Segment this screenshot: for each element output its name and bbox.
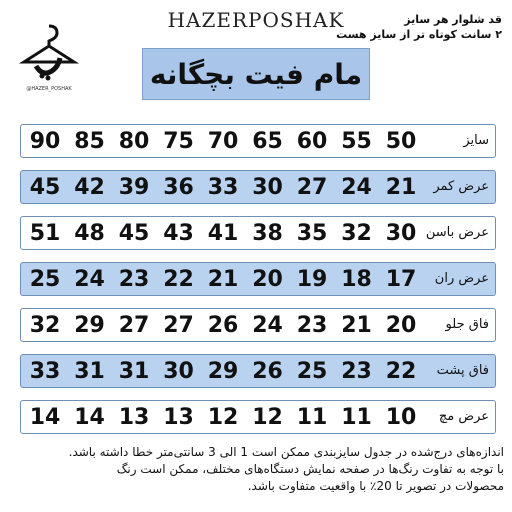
cell-value: 19 [296, 266, 328, 292]
cell-value: 31 [118, 358, 150, 384]
cell-value: 39 [118, 174, 150, 200]
cell-value: 85 [74, 128, 105, 154]
cell-value: 26 [252, 358, 283, 384]
cell-value: 33 [207, 174, 239, 200]
cell-value: 65 [252, 128, 283, 154]
cell-value: 29 [74, 312, 105, 338]
cell-value: 27 [163, 312, 194, 338]
table-row [20, 262, 496, 296]
top-note-line: ۲ سانت کوتاه تر از سایز هست [336, 28, 502, 41]
logo-caption: @HAZER_POSHAK [26, 86, 72, 92]
cell-value: 31 [74, 358, 105, 384]
cell-value: 75 [163, 128, 194, 154]
cell-value: 20 [252, 266, 283, 292]
cell-value: 11 [296, 404, 328, 430]
cell-value: 29 [207, 358, 239, 384]
table-row [20, 308, 496, 342]
cell-value: 24 [74, 266, 105, 292]
cell-value: 24 [341, 174, 372, 200]
disclaimer [8, 444, 504, 495]
cell-value: 60 [296, 128, 328, 154]
row-label: عرض ران [434, 271, 489, 286]
top-note [336, 12, 502, 42]
cell-value: 45 [118, 220, 150, 246]
row-values [21, 309, 421, 341]
hanger-logo-icon [14, 20, 84, 82]
cell-value: 30 [252, 174, 283, 200]
disclaimer-line: اندازه‌های درج‌شده در جدول سایزبندی ممکن است 1 الی 3 سانتی‌متر خطا داشته باشد. [68, 445, 504, 459]
cell-value: 50 [385, 128, 417, 154]
row-label: عرض کمر [433, 179, 489, 194]
cell-value: 33 [29, 358, 61, 384]
cell-value: 43 [163, 220, 194, 246]
top-note-line: قد شلوار هر سایز [404, 13, 502, 26]
cell-value: 30 [385, 220, 417, 246]
row-values [21, 401, 421, 433]
cell-value: 70 [207, 128, 239, 154]
cell-value: 11 [341, 404, 372, 430]
cell-value: 23 [118, 266, 150, 292]
cell-value: 45 [29, 174, 61, 200]
row-label: عرض مچ [438, 409, 489, 424]
row-values [21, 263, 421, 295]
cell-value: 27 [296, 174, 328, 200]
brand-name: HAZERPOSHAK [167, 8, 345, 32]
cell-value: 41 [207, 220, 239, 246]
row-label: عرض باسن [425, 225, 489, 240]
cell-value: 14 [74, 404, 105, 430]
row-label: سایز [463, 133, 489, 148]
cell-value: 80 [118, 128, 150, 154]
cell-value: 90 [29, 128, 61, 154]
row-values [21, 125, 421, 157]
cell-value: 36 [163, 174, 194, 200]
cell-value: 13 [118, 404, 150, 430]
cell-value: 25 [296, 358, 328, 384]
row-label: فاق پشت [436, 363, 489, 378]
disclaimer-line: با توجه به تفاوت رنگ‌ها در صفحه نمایش دستگاه‌های مختلف، ممکن است رنگ [116, 462, 504, 476]
cell-value: 21 [341, 312, 372, 338]
cell-value: 30 [163, 358, 194, 384]
cell-value: 24 [252, 312, 283, 338]
page-title: مام فیت بچگانه [142, 48, 370, 100]
cell-value: 25 [29, 266, 61, 292]
cell-value: 32 [341, 220, 372, 246]
cell-value: 21 [207, 266, 239, 292]
table-row [20, 216, 496, 250]
cell-value: 27 [118, 312, 150, 338]
cell-value: 10 [385, 404, 417, 430]
cell-value: 48 [74, 220, 105, 246]
row-label: فاق جلو [445, 317, 489, 332]
row-values [21, 171, 421, 203]
row-values [21, 217, 421, 249]
row-values [21, 355, 421, 387]
cell-value: 42 [74, 174, 105, 200]
table-row [20, 400, 496, 434]
table-row [20, 354, 496, 388]
cell-value: 17 [385, 266, 417, 292]
cell-value: 51 [29, 220, 61, 246]
cell-value: 26 [207, 312, 239, 338]
cell-value: 14 [29, 404, 61, 430]
cell-value: 22 [385, 358, 417, 384]
cell-value: 21 [385, 174, 417, 200]
cell-value: 35 [296, 220, 328, 246]
cell-value: 32 [29, 312, 61, 338]
cell-value: 13 [163, 404, 194, 430]
cell-value: 55 [341, 128, 372, 154]
cell-value: 38 [252, 220, 283, 246]
table-row [20, 170, 496, 204]
cell-value: 23 [341, 358, 372, 384]
cell-value: 18 [341, 266, 372, 292]
table-row [20, 124, 496, 158]
brand-logo [14, 20, 84, 92]
cell-value: 12 [207, 404, 239, 430]
cell-value: 20 [385, 312, 417, 338]
disclaimer-line: محصولات در تصویر تا 20٪ با واقعیت متفاوت باشد. [247, 479, 504, 493]
cell-value: 12 [252, 404, 283, 430]
cell-value: 22 [163, 266, 194, 292]
cell-value: 23 [296, 312, 328, 338]
